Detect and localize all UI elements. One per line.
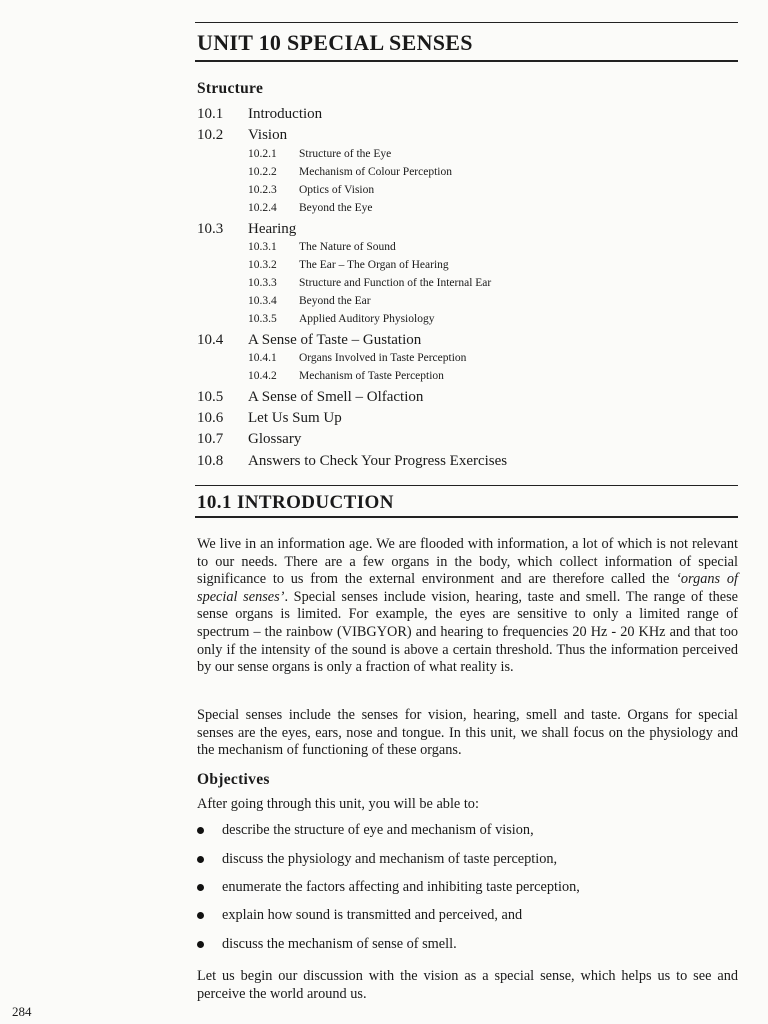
toc-subitem-number: 10.3.1 — [248, 241, 277, 253]
toc-item-title: Introduction — [248, 106, 323, 122]
toc-subitem-number: 10.3.3 — [248, 277, 277, 289]
unit-title: UNIT 10 SPECIAL SENSES — [197, 30, 473, 55]
toc-item-number: 10.3 — [197, 221, 224, 237]
objective-text: discuss the mechanism of sense of smell. — [222, 936, 457, 952]
toc-subitem-title: Optics of Vision — [299, 184, 375, 196]
bullet-icon — [197, 856, 204, 863]
toc-item-number: 10.6 — [197, 410, 224, 426]
objective-text: explain how sound is transmitted and perceived, and — [222, 907, 523, 923]
bullet-icon — [197, 941, 204, 948]
title-rule — [195, 60, 738, 62]
paragraph-1-text-b: . Special senses include vision, hearing, taste and smell. The range of these sense organs is limited. For example, the eyes are sensitive to only a limited range of spectrum – the rainbow (VIBGYOR) and hearing to frequencies 20 Hz - 20 KHz and that too only if the intensity of the sound is above a certain threshold. Thus the information perceived by our sense organs is only a fraction of what reality is. — [197, 588, 738, 676]
toc-item-title: Let Us Sum Up — [248, 410, 342, 426]
page-number: 284 — [12, 1004, 32, 1019]
toc-subitem-title: Beyond the Ear — [299, 295, 371, 307]
toc-item-title: Glossary — [248, 431, 302, 447]
objectives-heading: Objectives — [197, 771, 270, 788]
toc-subitem-number: 10.3.4 — [248, 295, 277, 307]
toc-subitem-number: 10.3.2 — [248, 259, 277, 271]
toc-subitem-title: Applied Auditory Physiology — [299, 313, 435, 325]
toc-item-number: 10.8 — [197, 453, 224, 469]
toc-item-title: Vision — [248, 127, 288, 143]
toc-subitem-number: 10.4.1 — [248, 352, 277, 364]
section-rule-top — [195, 485, 738, 486]
bullet-icon — [197, 912, 204, 919]
objectives-closing: Let us begin our discussion with the vision as a special sense, which helps us to see and perceive the world around us. — [197, 968, 738, 1002]
toc-subitem-title: Structure of the Eye — [299, 148, 392, 160]
introduction-paragraph-2: Special senses include the senses for vision, hearing, smell and taste. Organs for special senses are the eyes, ears, nose and tongue. In this unit, we shall focus on the physiology and the mechanism of functioning of these organs. — [197, 707, 738, 759]
bullet-icon — [197, 827, 204, 834]
objective-text: discuss the physiology and mechanism of taste perception, — [222, 851, 558, 867]
toc-subitem-number: 10.2.4 — [248, 202, 277, 214]
toc-subitem-title: Structure and Function of the Internal Ear — [299, 277, 492, 289]
toc-item-title: A Sense of Smell – Olfaction — [248, 389, 424, 405]
toc-subitem-title: Beyond the Eye — [299, 202, 373, 214]
introduction-heading: 10.1 INTRODUCTION — [197, 492, 394, 513]
introduction-paragraph-1 — [197, 536, 738, 677]
toc-subitem-title: Organs Involved in Taste Perception — [299, 352, 467, 364]
toc-subitem-number: 10.3.5 — [248, 313, 277, 325]
structure-heading: Structure — [197, 80, 264, 97]
top-rule — [195, 22, 738, 23]
toc-subitem-number: 10.2.2 — [248, 166, 277, 178]
bullet-icon — [197, 884, 204, 891]
toc-subitem-number: 10.2.1 — [248, 148, 277, 160]
toc-item-number: 10.7 — [197, 431, 224, 447]
toc-item-number: 10.5 — [197, 389, 224, 405]
paragraph-1-text-a: We live in an information age. We are flooded with information, a lot of which is not relevant to our needs. There are a few organs in the body, which collect information of special significance to us from the external environment and are therefore called the — [197, 536, 738, 588]
objective-text: describe the structure of eye and mechanism of vision, — [222, 822, 534, 838]
toc-subitem-title: The Nature of Sound — [299, 241, 396, 253]
toc-item-title: Hearing — [248, 221, 297, 237]
toc-item-title: Answers to Check Your Progress Exercises — [248, 453, 508, 469]
paragraph-1-italic-term: ‘organs of special senses’ — [197, 571, 738, 605]
toc-subitem-title: Mechanism of Taste Perception — [299, 370, 444, 382]
toc-subitem-number: 10.4.2 — [248, 370, 277, 382]
toc-item-title: A Sense of Taste – Gustation — [248, 332, 422, 348]
objective-text: enumerate the factors affecting and inhibiting taste perception, — [222, 879, 580, 895]
toc-subitem-number: 10.2.3 — [248, 184, 277, 196]
toc-subitem-title: Mechanism of Colour Perception — [299, 166, 452, 178]
objectives-lead: After going through this unit, you will be able to: — [197, 796, 479, 812]
toc-subitem-title: The Ear – The Organ of Hearing — [299, 259, 449, 271]
section-rule-bottom — [195, 516, 738, 518]
toc-item-number: 10.2 — [197, 127, 224, 143]
toc-item-number: 10.1 — [197, 106, 224, 122]
toc-item-number: 10.4 — [197, 332, 224, 348]
